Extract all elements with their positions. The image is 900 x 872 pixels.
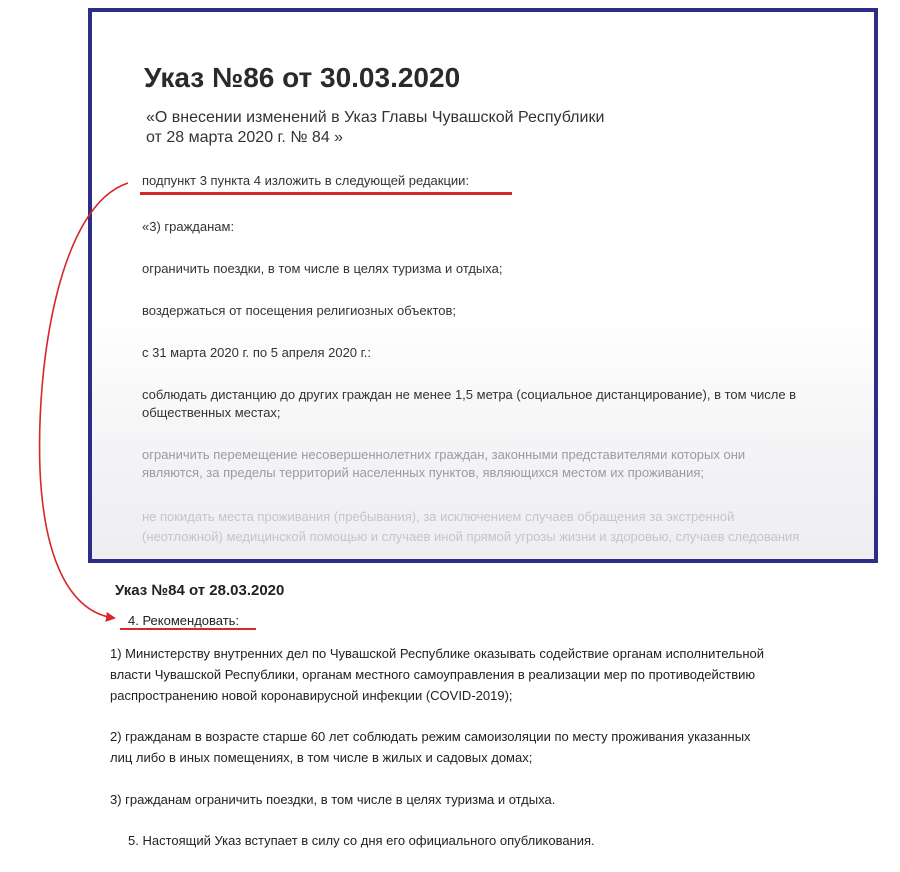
decree-84-subitem-1-line-3: распространению новой коронавирусной инфекции (COVID-2019); xyxy=(110,688,513,703)
decree-86-paragraph-5-line-2: общественных местах; xyxy=(142,405,281,420)
decree-86-paragraph-5-line-1: соблюдать дистанцию до других граждан не менее 1,5 метра (социальное дистанцирование), в том числе в xyxy=(142,387,797,402)
decree-84-subitem-3: 3) гражданам ограничить поездки, в том числе в целях туризма и отдыха. xyxy=(110,792,556,807)
decree-86-intro: подпункт 3 пункта 4 изложить в следующей редакции: xyxy=(142,173,470,188)
red-underline-intro xyxy=(140,192,512,195)
decree-86-paragraph-7-line-1: не покидать места проживания (пребывания), за исключением случаев обращения за экстренной xyxy=(142,509,735,524)
decree-84-subitem-1-line-1: 1) Министерству внутренних дел по Чувашской Республике оказывать содействие органам исполнительной xyxy=(110,646,765,661)
decree-86-paragraph-7-line-2: (неотложной) медицинской помощью и случаев иной прямой угрозы жизни и здоровью, случаев следования xyxy=(142,529,800,544)
decree-84-subitem-2-line-1: 2) гражданам в возрасте старше 60 лет соблюдать режим самоизоляции по месту проживания указанных xyxy=(110,729,751,744)
decree-86-screenshot-frame xyxy=(88,8,878,563)
decree-86-content xyxy=(136,12,854,559)
decree-86-subtitle-line-2: от 28 марта 2020 г. № 84 » xyxy=(146,129,344,146)
decree-86-paragraph-3: воздержаться от посещения религиозных объектов; xyxy=(142,303,457,318)
decree-84-subitem-2-line-2: лиц либо в иных помещениях, в том числе в жилых и садовых домах; xyxy=(110,750,533,765)
decree-84-subitem-1-line-2: власти Чувашской Республики, органам местного самоуправления в реализации мер по противодействию xyxy=(110,667,756,682)
decree-86-title: Указ №86 от 30.03.2020 xyxy=(144,62,461,93)
decree-84-item-5: 5. Настоящий Указ вступает в силу со дня его официального опубликования. xyxy=(128,833,595,848)
decree-86-paragraph-6-line-1: ограничить перемещение несовершеннолетних граждан, законными представителями которых они xyxy=(142,447,746,462)
decree-86-subtitle-line-1: «О внесении изменений в Указ Главы Чувашской Республики xyxy=(146,109,605,126)
decree-86-paragraph-2: ограничить поездки, в том числе в целях туризма и отдыха; xyxy=(142,261,503,276)
decree-86-subtitle xyxy=(146,108,604,148)
decree-86-paragraph-1: «3) гражданам: xyxy=(142,219,235,234)
decree-86-paragraph-4: с 31 марта 2020 г. по 5 апреля 2020 г.: xyxy=(142,345,372,360)
red-underline-item-4 xyxy=(120,628,256,630)
decree-86-paragraph-6-line-2: являются, за пределы территорий населенных пунктов, являющихся местом их проживания; xyxy=(142,465,704,480)
decree-84-item-4: 4. Рекомендовать: xyxy=(128,613,240,628)
decree-84-title: Указ №84 от 28.03.2020 xyxy=(115,582,285,599)
